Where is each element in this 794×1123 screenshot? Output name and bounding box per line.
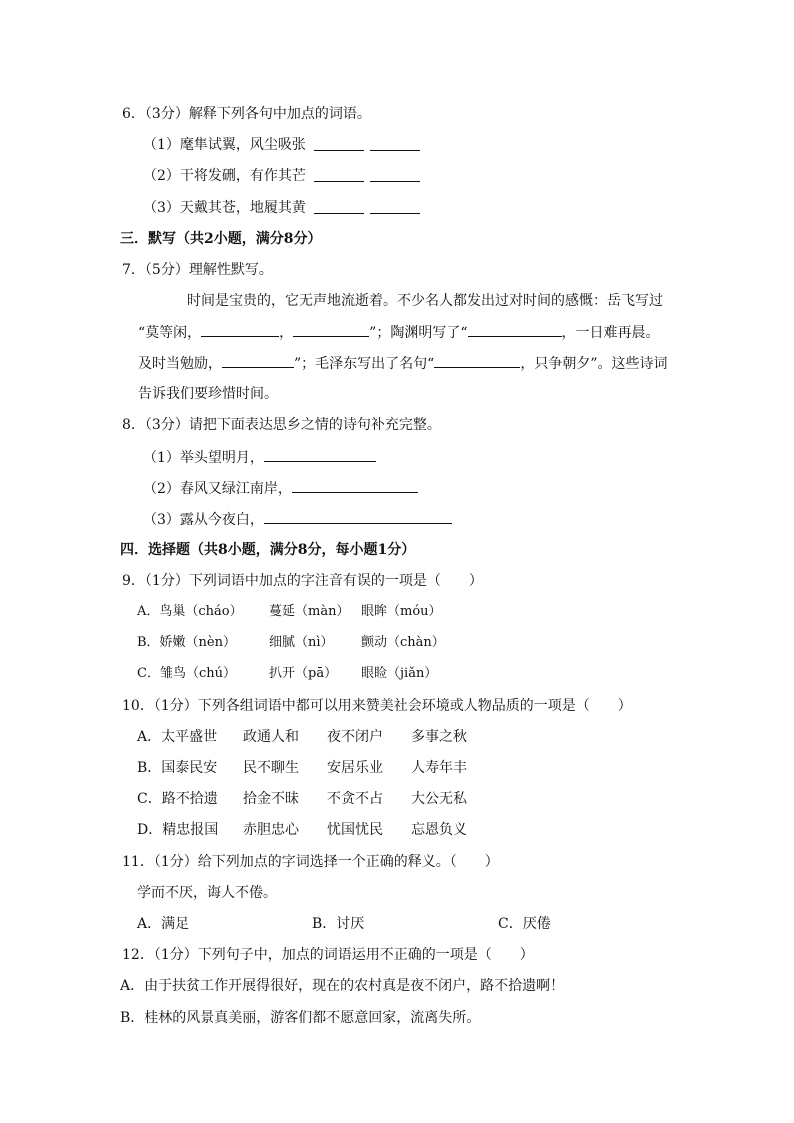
- q9-option-a-2: 蔓延（màn）: [269, 604, 350, 619]
- q9-row-c: [137, 664, 437, 684]
- q9-option-c-2: 扒开（pā）: [269, 666, 338, 681]
- q10-option-b-2: 民不聊生: [243, 760, 299, 776]
- q6-item-3-blank-a[interactable]: [314, 199, 364, 214]
- q9-option-a-1: A．鸟巢（cháo）: [137, 604, 243, 619]
- q12-option-b: B．桂林的风景真美丽，游客们都不愿意回家，流离失所。: [120, 1010, 481, 1026]
- q10-row-b: [137, 758, 467, 778]
- q7-paragraph-line-3: [138, 353, 668, 373]
- q8-item-1: [143, 447, 376, 467]
- q7-text-mo-deng-xian: “莫等闲，: [138, 325, 202, 341]
- q9-option-c-3: 眼睑（jiǎn）: [361, 666, 438, 681]
- q11-title: 11．（1分）给下列加点的字词选择一个正确的释义。（ ）: [122, 854, 499, 870]
- q7-paragraph-line-1: 时间是宝贵的，它无声地流逝着。不少名人都发出过对时间的感慨：岳飞写过: [187, 293, 663, 309]
- q11-option-a: A．满足: [137, 916, 190, 932]
- q9-row-b: [137, 633, 445, 653]
- q7-paragraph-line-2: [138, 322, 660, 342]
- q10-option-c-4: 大公无私: [411, 791, 467, 807]
- q10-option-d-1: D．精忠报国: [137, 822, 219, 838]
- q8-item-2-text: （2）春风又绿江南岸，: [143, 481, 292, 497]
- q11-option-b: B．讨厌: [312, 916, 365, 932]
- q9-option-b-1: B．娇嫩（nèn）: [137, 635, 236, 650]
- q7-text-yi-ri: ，一日难再晨。: [561, 325, 660, 341]
- q10-option-a-3: 夜不闭户: [327, 729, 383, 745]
- q10-option-b-3: 安居乐业: [327, 760, 383, 776]
- q9-option-a-3: 眼眸（móu）: [361, 604, 442, 619]
- q7-text-tao-yuanming: ”；陶渊明写了“: [369, 325, 468, 341]
- q10-row-a: [137, 727, 467, 747]
- q7-text-mao-zedong: ”；毛泽东写出了名句“: [294, 356, 435, 372]
- q8-item-1-text: （1）举头望明月，: [143, 450, 264, 466]
- q8-title: 8．（3分）请把下面表达思乡之情的诗句补充完整。: [122, 417, 441, 433]
- section-4-heading: 四．选择题（共8小题，满分8分，每小题1分）: [120, 542, 416, 558]
- q11-sentence: 学而不厌，诲人不倦。: [137, 885, 277, 901]
- q7-blank-1[interactable]: [201, 322, 279, 337]
- q10-option-b-4: 人寿年丰: [411, 760, 467, 776]
- q10-option-d-4: 忘恩负义: [411, 822, 467, 838]
- q6-item-1-text: （1）麾隼试翼，风尘吸张: [143, 137, 306, 153]
- q6-item-3-text: （3）天戴其苍，地履其黄: [143, 200, 306, 216]
- q9-option-b-3: 颤动（chàn）: [361, 635, 445, 650]
- q9-option-b-2: 细腻（nì）: [269, 635, 334, 650]
- q8-item-2: [143, 478, 418, 498]
- q10-option-b-1: B．国泰民安: [137, 760, 218, 776]
- q12-title: 12．（1分）下列句子中，加点的词语运用不正确的一项是（ ）: [122, 947, 534, 963]
- q7-title: 7．（5分）理解性默写。: [122, 262, 273, 278]
- q10-option-a-2: 政通人和: [243, 729, 299, 745]
- q7-paragraph-line-4: 告诉我们要珍惜时间。: [138, 386, 278, 402]
- q11-options-row: [137, 914, 551, 934]
- q7-text-zhi-zheng: ，只争朝夕”。这些诗词: [520, 356, 668, 372]
- q6-title: 6．（3分）解释下列各句中加点的词语。: [122, 106, 371, 122]
- q6-item-1-blank-a[interactable]: [314, 136, 364, 151]
- q10-row-c: [137, 789, 467, 809]
- q7-comma: ，: [279, 325, 294, 341]
- q12-option-a: A．由于扶贫工作开展得很好，现在的农村真是夜不闭户，路不拾遗啊！: [120, 978, 565, 994]
- q8-item-3-text: （3）露从今夜白，: [143, 512, 264, 528]
- q7-text-ji-shi: 及时当勉励，: [138, 356, 222, 372]
- q10-option-a-1: A．太平盛世: [137, 729, 218, 745]
- q6-item-2: [143, 166, 306, 186]
- q10-option-d-2: 赤胆忠心: [243, 822, 299, 838]
- q10-option-d-3: 忧国忧民: [327, 822, 383, 838]
- q9-option-c-1: C．雏鸟（chú）: [137, 666, 236, 681]
- q6-item-1-blank-b[interactable]: [370, 136, 420, 151]
- q10-title: 10．（1分）下列各组词语中都可以用来赞美社会环境或人物品质的一项是（ ）: [122, 698, 632, 714]
- q9-row-a: [137, 602, 442, 622]
- q10-option-c-1: C．路不拾遗: [137, 791, 218, 807]
- q7-blank-5[interactable]: [434, 353, 520, 368]
- q6-item-2-blank-a[interactable]: [314, 167, 364, 182]
- q6-item-3: [143, 198, 306, 218]
- q6-item-3-blank-b[interactable]: [370, 199, 420, 214]
- q7-blank-2[interactable]: [293, 322, 369, 337]
- q8-item-3-blank[interactable]: [264, 509, 452, 524]
- q7-blank-3[interactable]: [468, 322, 562, 337]
- q8-item-3: [143, 509, 452, 529]
- q8-item-2-blank[interactable]: [292, 478, 418, 493]
- q9-title: 9．（1分）下列词语中加点的字注音有误的一项是（ ）: [122, 573, 483, 589]
- q10-option-c-2: 拾金不昧: [243, 791, 299, 807]
- q11-option-c: C．厌倦: [498, 916, 551, 932]
- section-3-heading: 三．默写（共2小题，满分8分）: [120, 231, 322, 247]
- q10-option-c-3: 不贪不占: [327, 791, 383, 807]
- q6-item-2-blank-b[interactable]: [370, 167, 420, 182]
- q10-row-d: [137, 820, 467, 840]
- q10-option-a-4: 多事之秋: [411, 729, 467, 745]
- q7-blank-4[interactable]: [222, 353, 294, 368]
- q6-item-2-text: （2）干将发硎，有作其芒: [143, 168, 306, 184]
- q6-item-1: [143, 135, 306, 155]
- q8-item-1-blank[interactable]: [264, 447, 376, 462]
